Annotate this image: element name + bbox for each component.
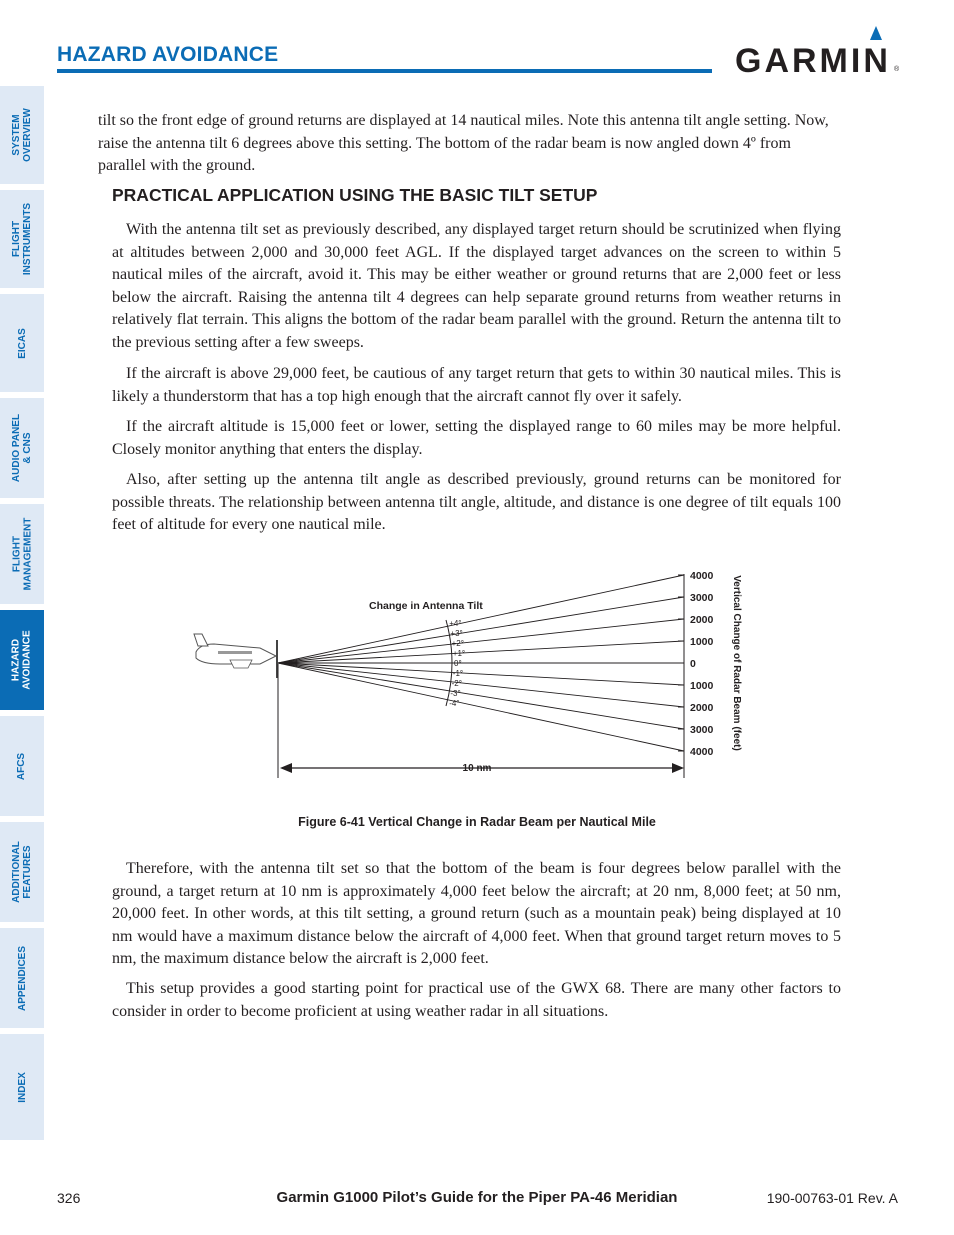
tab-index[interactable] bbox=[0, 1034, 44, 1140]
tab-eicas[interactable] bbox=[0, 294, 44, 392]
altitude-tick-label: 0 bbox=[690, 658, 696, 670]
tilt-angle-label: +1° bbox=[452, 649, 466, 658]
altitude-tick-label: 3000 bbox=[690, 592, 714, 604]
tab-label: SYSTEM OVERVIEW bbox=[11, 108, 33, 162]
page-number: 326 bbox=[57, 1190, 81, 1206]
beam-ray bbox=[278, 641, 684, 663]
garmin-logo bbox=[735, 26, 900, 80]
beam-ray bbox=[278, 663, 684, 707]
tilt-angle-label: +4° bbox=[449, 619, 462, 628]
footer-title: Garmin G1000 Pilot’s Guide for the Piper PA-46 Meridian bbox=[276, 1189, 678, 1206]
logo-triangle-icon bbox=[870, 26, 882, 40]
tab-afcs[interactable] bbox=[0, 716, 44, 816]
beam-ray bbox=[278, 663, 684, 751]
tilt-angle-label: +3° bbox=[450, 629, 463, 638]
beam-ray bbox=[278, 619, 684, 663]
tab-label: AUDIO PANEL & CNS bbox=[11, 413, 33, 483]
vertical-axis-label: Vertical Change of Radar Beam (feet) bbox=[731, 575, 742, 751]
tab-system-overview[interactable] bbox=[0, 86, 44, 184]
altitude-tick-label: 4000 bbox=[690, 570, 714, 582]
document-number: 190-00763-01 Rev. A bbox=[766, 1190, 898, 1206]
altitude-tick-label: 1000 bbox=[690, 636, 714, 648]
body-paragraph: If the aircraft is above 29,000 feet, be cautious of any target return that gets to within 30 nautical miles. This is likely a thunderstorm that has a top high enough that the aircraft cannot fly over it safely. bbox=[112, 365, 841, 405]
tab-label: APPENDICES bbox=[16, 945, 28, 1011]
beam-ray bbox=[278, 663, 684, 729]
tilt-angle-label: -2° bbox=[451, 679, 462, 688]
tilt-angle-label: +2° bbox=[451, 639, 464, 648]
tab-label: ADDITIONAL FEATURES bbox=[11, 841, 34, 903]
tab-hazard-avoidance[interactable] bbox=[0, 610, 44, 710]
body-paragraph: If the aircraft altitude is 15,000 feet or lower, setting the displayed range to 60 miles may be more helpful. Closely monitor anything that enters the display. bbox=[112, 418, 841, 458]
radar-beam-diagram bbox=[190, 560, 750, 780]
tab-label: HAZARD AVOIDANCE bbox=[11, 630, 34, 690]
tab-audio-panel-cns[interactable] bbox=[0, 398, 44, 498]
tab-appendices[interactable] bbox=[0, 928, 44, 1028]
tab-flight-management[interactable] bbox=[0, 504, 44, 604]
distance-label: 10 nm bbox=[462, 763, 492, 774]
intro-paragraph: tilt so the front edge of ground returns are displayed at 14 nautical miles. Note this antenna tilt angle setting. Now, raise the antenna tilt 6 degrees above this setting. The bottom of the radar beam is now angled down 4º from parallel with the ground. bbox=[98, 112, 829, 174]
tab-label: AFCS bbox=[16, 752, 28, 780]
logo-wordmark: GARMIN bbox=[735, 42, 891, 80]
altitude-tick-label: 2000 bbox=[690, 702, 714, 714]
body-paragraph: With the antenna tilt set as previously described, any displayed target return should be scrutinized when flying at altitudes between 2,000 and 30,000 feet AGL. If the displayed target advances on the screen to within 5 nautical miles of the aircraft, avoid it. This may be either weather or ground returns that are 2,000 feet or less below the aircraft. Raising the antenna tilt 4 degrees can help separate ground returns from weather returns in relatively flat terrain. This aligns the bottom of the radar beam parallel with the ground. Return the antenna tilt to the previous setting after a few sweeps. bbox=[112, 221, 841, 351]
beam-ray bbox=[278, 663, 684, 685]
tilt-label: Change in Antenna Tilt bbox=[369, 600, 483, 612]
body-paragraph: This setup provides a good starting point for practical use of the GWX 68. There are many other factors to consider in order to become proficient at using weather radar in all situations. bbox=[112, 980, 841, 1020]
aircraft-icon bbox=[194, 634, 278, 678]
altitude-tick-label: 2000 bbox=[690, 614, 714, 626]
body-paragraph: Therefore, with the antenna tilt set so that the bottom of the beam is four degrees below parallel with the ground, a target return at 10 nm is approximately 4,000 feet below the aircraft; at 20 nm, 8,000 feet; at 50 nm, 20,000 feet. In other words, at this tilt setting, a ground return (such as a mountain peak) being displayed at 10 nm would have a maximum distance below the aircraft of 4,000 feet. When that ground target return moves to 5 nm, the maximum distance below the aircraft is 2,000 feet. bbox=[112, 860, 841, 967]
altitude-scale bbox=[678, 570, 714, 758]
section-heading: PRACTICAL APPLICATION USING THE BASIC TILT SETUP bbox=[112, 185, 598, 205]
altitude-tick-label: 1000 bbox=[690, 680, 714, 692]
figure-caption: Figure 6-41 Vertical Change in Radar Beam per Nautical Mile bbox=[298, 815, 656, 829]
tab-additional-features[interactable] bbox=[0, 822, 44, 922]
tab-label: FLIGHT INSTRUMENTS bbox=[11, 202, 34, 276]
beam-ray bbox=[278, 575, 684, 663]
header-rule bbox=[57, 69, 712, 73]
tilt-angle-label: -4° bbox=[449, 699, 460, 708]
tilt-angle-label: 0° bbox=[454, 659, 462, 668]
body-paragraph: Also, after setting up the antenna tilt angle as described previously, ground returns can be monitored for possible threats. The relationship between antenna tilt angle, altitude, and distance is one degree of tilt equals 100 feet of altitude for every one nautical mile. bbox=[112, 471, 841, 533]
registered-mark: ® bbox=[894, 66, 900, 73]
tilt-angle-label: -3° bbox=[450, 689, 461, 698]
tab-label: INDEX bbox=[16, 1071, 28, 1103]
altitude-tick-label: 3000 bbox=[690, 724, 714, 736]
altitude-tick-label: 4000 bbox=[690, 746, 714, 758]
tab-flight-instruments[interactable] bbox=[0, 190, 44, 288]
tab-label: EICAS bbox=[16, 327, 28, 359]
tilt-angle-label: -1° bbox=[452, 669, 464, 678]
section-title: HAZARD AVOIDANCE bbox=[57, 43, 279, 66]
tab-label: FLIGHT MANAGEMENT bbox=[11, 517, 33, 591]
